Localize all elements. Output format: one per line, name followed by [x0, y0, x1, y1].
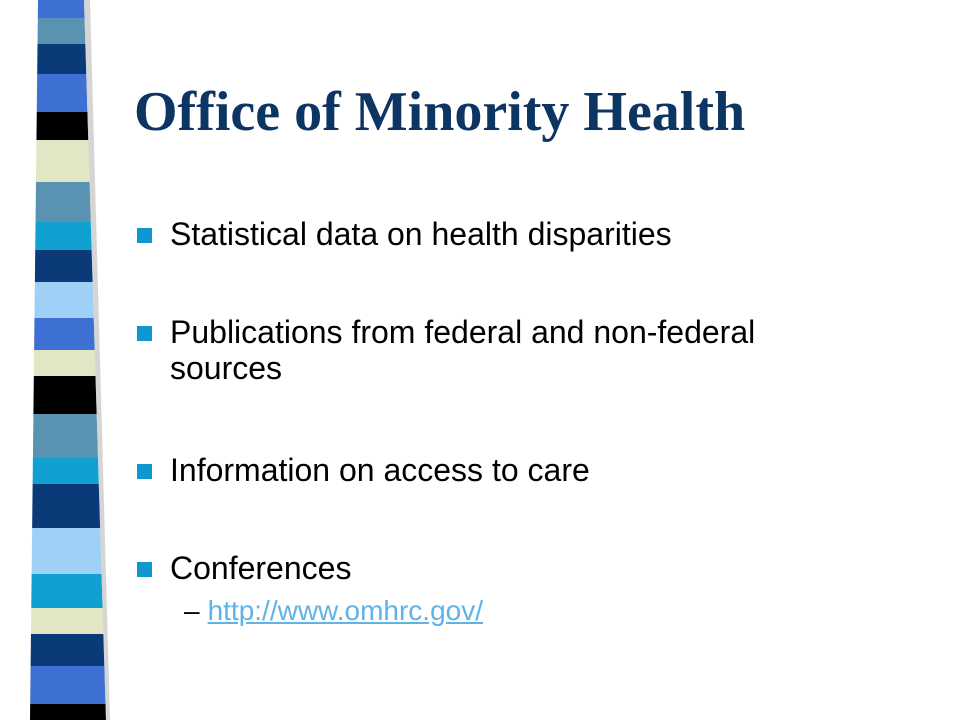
stripe-segment — [34, 318, 95, 350]
stripe-segment — [32, 528, 102, 574]
bullet-text: Statistical data on health disparities — [170, 216, 672, 252]
stripe-segment — [36, 140, 90, 182]
stripe-segment — [31, 574, 102, 608]
stripe-segment — [36, 182, 91, 222]
stripe-segment — [37, 74, 88, 112]
stripe-segment — [33, 414, 98, 458]
stripe-segment — [30, 704, 106, 720]
square-bullet-icon — [137, 562, 152, 577]
stripe-segment — [32, 484, 100, 528]
bullet-text: Conferences — [170, 550, 352, 586]
stripe-segment — [31, 608, 103, 634]
dash-marker: – — [184, 595, 200, 626]
stripe-segment — [38, 18, 86, 44]
stripe-segment — [34, 350, 96, 376]
decorative-stripe-bar — [0, 0, 110, 720]
stripe-segment — [34, 282, 93, 318]
square-bullet-icon — [137, 464, 152, 479]
bullet-text: Information on access to care — [170, 452, 590, 488]
stripe-segment — [31, 634, 105, 666]
bullet-list — [134, 0, 934, 720]
slide-title: Office of Minority Health — [134, 81, 746, 143]
bullet-text: Publications from federal and non-federal sources — [170, 314, 756, 386]
stripe-segment — [33, 376, 96, 414]
square-bullet-icon — [137, 326, 152, 341]
stripe-segment — [36, 112, 88, 140]
stripe-segment — [37, 44, 86, 74]
omhrc-link[interactable]: http://www.omhrc.gov/ — [207, 595, 484, 626]
stripe-segment — [35, 250, 93, 282]
stripe-segment — [35, 222, 91, 250]
sub-bullet-item — [184, 594, 483, 628]
stripe-segment — [30, 666, 105, 704]
stripe-segment — [33, 458, 99, 484]
stripe-segment — [38, 0, 85, 18]
square-bullet-icon — [137, 228, 152, 243]
